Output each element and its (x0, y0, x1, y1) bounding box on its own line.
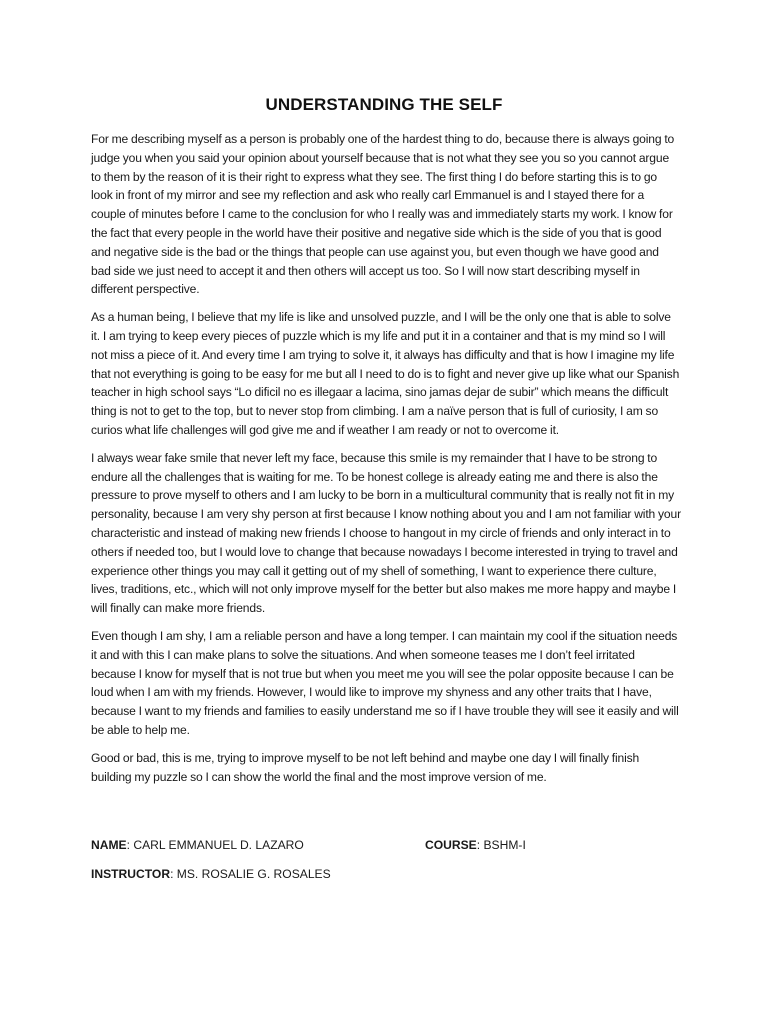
name-value: : CARL EMMANUEL D. LAZARO (126, 838, 304, 852)
course-label: COURSE (425, 838, 477, 852)
paragraph-5: Good or bad, this is me, trying to improve myself to be not left behind and maybe one day I will finally finish building my puzzle so I can show the world the final and the most improve version of me. (91, 750, 640, 784)
student-name-field (91, 838, 304, 852)
name-label: NAME (91, 838, 127, 852)
instructor-value: : MS. ROSALIE G. ROSALES (170, 867, 331, 881)
paragraph-2: As a human being, I believe that my life is like and unsolved puzzle, and I will be the only one that is able to solve it. I am trying to keep every pieces of puzzle which is my life and put it in a container and that is my mind so I will not miss a piece of it. And every time I am trying to solve it, it always has difficulty and that is how I imagine my life that not everything is going to be easy for me but all I need to do is to fight and never give up like what our Spanish teacher in high school says “Lo dificil no es illegaar a lacima, sino jamas dejar de subir” which means the difficult thing is not to get to the top, but to never stop from climbing. I am a naïve person that is full of curiosity, I am so curios what life challenges will god give me and if weather I am ready or not to overcome it. (91, 310, 680, 437)
instructor-field (91, 867, 331, 881)
paragraph-3: I always wear fake smile that never left my face, because this smile is my remainder that I have to be strong to endure all the challenges that is waiting for me. To be honest college is already eating me and there is also the pressure to prove myself to others and I am lucky to be born in a multicultural community that is really not fit in my personality, because I am very shy person at first because I know nothing about you and I am not familiar with your characteristic and instead of making new friends I choose to hangout in my circle of friends and only interact in to others if needed too, but I would love to change that because nowadays I become interested in trying to travel and experience other things you may call it getting out of my shell of something, I want to experience there culture, lives, traditions, etc., which will not only improve myself for the better but also makes me more happy and maybe I will finally can make more friends. (91, 450, 681, 616)
footer-row-name-course (91, 838, 681, 858)
course-field (425, 838, 526, 852)
paragraph-1: For me describing myself as a person is probably one of the hardest thing to do, because there is always going to judge you when you said your opinion about yourself because that is not what they see you so you cannot argue to them by the reason of it is their right to express what they see. The first thing I do before starting this is to go look in front of my mirror and see my reflection and ask who really carl Emmanuel is and I stayed there for a couple of minutes before I came to the conclusion for who I really was and immediately starts my work. I know for the fact that every people in the world have their positive and negative side which is the side of you that is good and negative side is the bad or the things that people can use against you, but even though we have good and bad side we just need to accept it and then others will accept us too. So I will now start describing myself in different perspective. (91, 132, 675, 297)
footer-row-instructor (91, 867, 681, 887)
course-value: : BSHM-I (476, 838, 526, 852)
document-title: UNDERSTANDING THE SELF (265, 95, 503, 114)
document-body (91, 130, 681, 795)
instructor-label: INSTRUCTOR (91, 867, 171, 881)
paragraph-4: Even though I am shy, I am a reliable person and have a long temper. I can maintain my cool if the situation needs it and with this I can make plans to solve the situations. And when someone teases me I don’t feel irritated because I know for myself that is not true but when you meet me you will see the polar opposite because I can be loud when I am with my friends. However, I would like to improve my shyness and any other traits that I have, because I want to my friends and families to easily understand me so if I have trouble they will see it easily and will be able to help me. (91, 628, 679, 737)
